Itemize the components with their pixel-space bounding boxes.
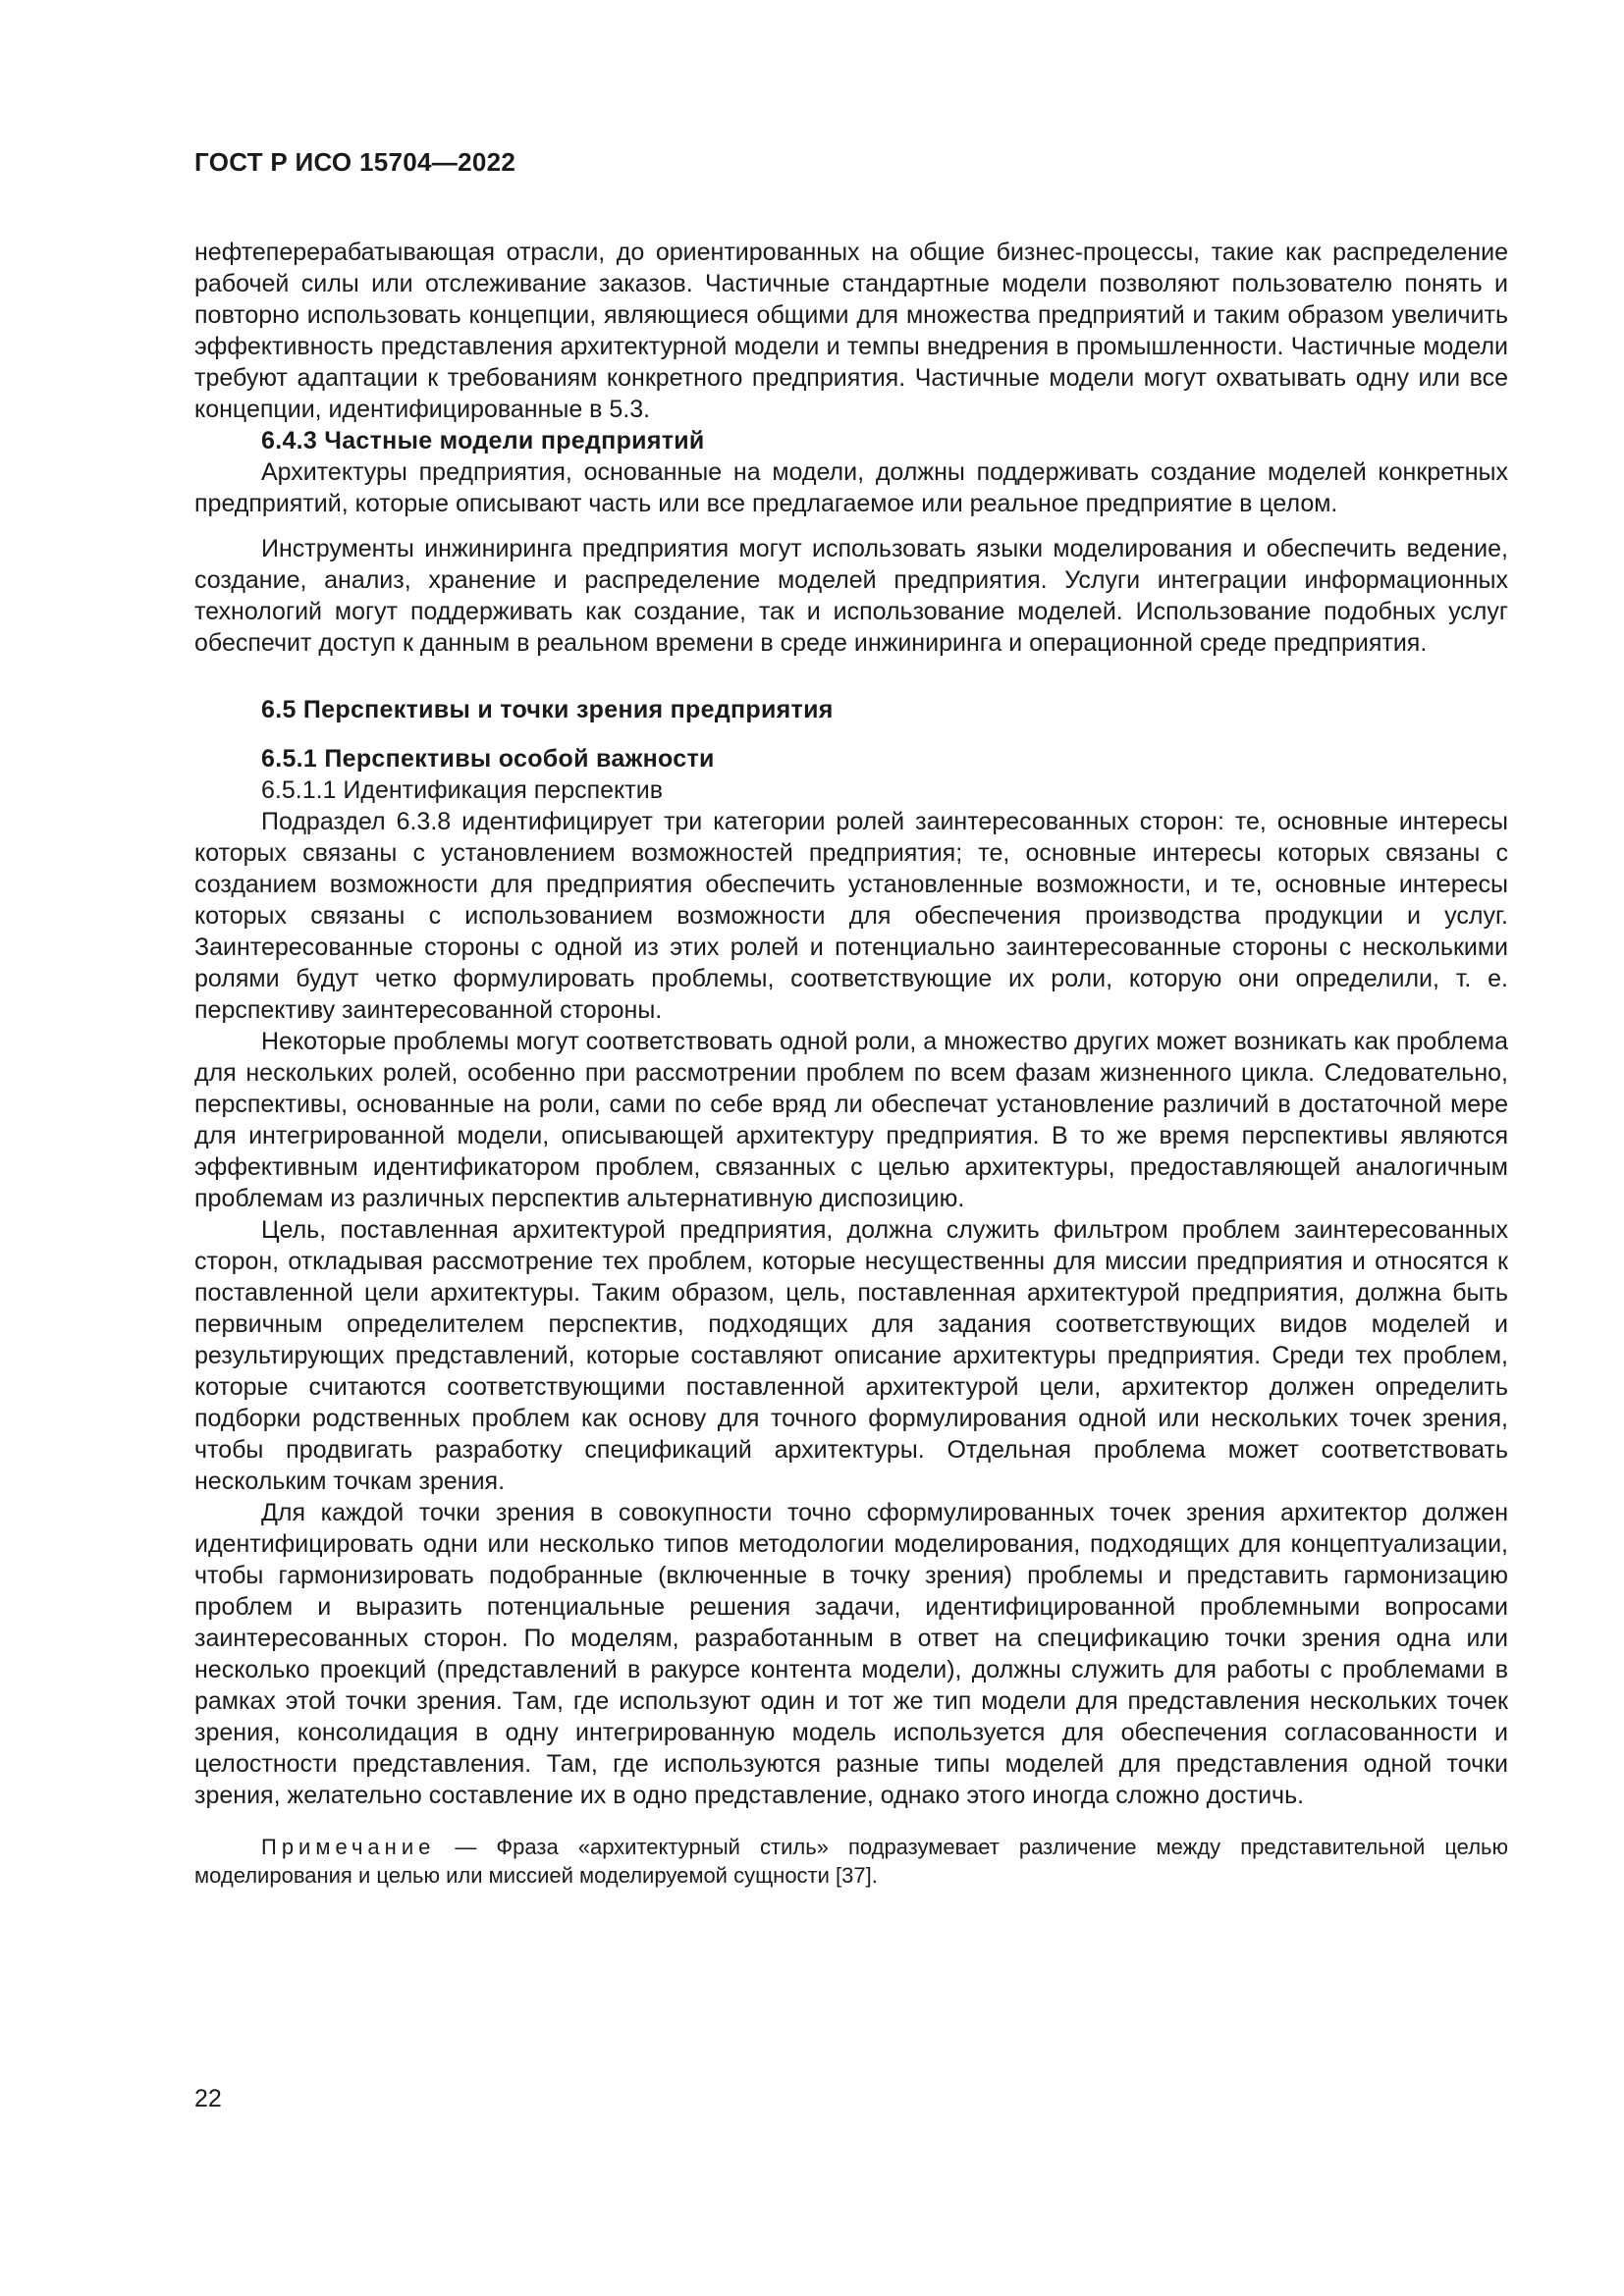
- page-number: 22: [194, 2085, 222, 2112]
- paragraph-6-5-1-1-3: Цель, поставленная архитектурой предприятия, должна служить фильтром проблем заинтересованных сторон, откладывая рассмотрение тех проблем, которые несущественны для миссии предприятия и относятся к поставленной цели архитектуры. Таким образом, цель, поставленная архитектурой предприятия, должна быть первичным определителем перспектив, подходящих для задания соответствующих видов моделей и результирующих представлений, которые составляют описание архитектуры предприятия. Среди тех проблем, которые считаются соответствующими поставленной архитектурой цели, архитектор должен определить подборки родственных проблем как основу для точного формулирования одной или нескольких точек зрения, чтобы продвигать разработку спецификаций архитектуры. Отдельная проблема может соответствовать нескольким точкам зрения.: [194, 1216, 1508, 1495]
- heading-6-5-1-1: 6.5.1.1 Идентификация перспектив: [261, 776, 663, 804]
- note-block: [194, 1833, 1508, 1890]
- heading-6-4-3: 6.4.3 Частные модели предприятий: [261, 427, 705, 454]
- document-header: ГОСТ Р ИСО 15704—2022: [194, 147, 516, 177]
- paragraph-6-5-1-1-2: Некоторые проблемы могут соответствовать одной роли, а множество других может возникать как проблема для нескольких ролей, особенно при рассмотрении проблем по всем фазам жизненного цикла. Следовательно, перспективы, основанные на роли, сами по себе вряд ли обеспечат установление различий в достаточной мере для интегрированной модели, описывающей архитектуру предприятия. В то же время перспективы являются эффективным идентификатором проблем, связанных с целью архитектуры, предоставляющей аналогичным проблемам из различных перспектив альтернативную диспозицию.: [194, 1028, 1508, 1212]
- paragraph-6-4-3-1: Архитектуры предприятия, основанные на модели, должны поддерживать создание моделей конкретных предприятий, которые описывают часть или все предлагаемое или реальное предприятие в целом.: [194, 458, 1508, 517]
- paragraph-intro: нефтеперерабатывающая отрасли, до ориентированных на общие бизнес-процессы, такие как распределение рабочей силы или отслеживание заказов. Частичные стандартные модели позволяют пользователю понять и повторно использовать концепции, являющиеся общими для множества предприятий и таким образом увеличить эффективность представления архитектурной модели и темпы внедрения в промышленности. Частичные модели требуют адаптации к требованиям конкретного предприятия. Частичные модели могут охватывать одну или все концепции, идентифицированные в 5.3.: [194, 239, 1508, 423]
- note-text: — Фраза «архитектурный стиль» подразумевает различение между представительной целью моделирования и целью или миссией моделируемой сущности [37].: [194, 1835, 1508, 1888]
- document-page: [194, 147, 1508, 1911]
- heading-6-5-1: 6.5.1 Перспективы особой важности: [261, 745, 715, 773]
- heading-6-5: 6.5 Перспективы и точки зрения предприятия: [261, 696, 834, 723]
- paragraph-6-4-3-2: Инструменты инжиниринга предприятия могут использовать языки моделирования и обеспечить ведение, создание, анализ, хранение и распределение моделей предприятия. Услуги интеграции информационных технологий могут поддерживать как создание, так и использование моделей. Использование подобных услуг обеспечит доступ к данным в реальном времени в среде инжиниринга и операционной среде предприятия.: [194, 535, 1508, 657]
- paragraph-6-5-1-1-4: Для каждой точки зрения в совокупности точно сформулированных точек зрения архитектор должен идентифицировать одни или несколько типов методологии моделирования, подходящих для концептуализации, чтобы гармонизировать подобранные (включенные в точку зрения) проблемы и представить гармонизацию проблем и выразить потенциальные решения задачи, идентифицированной проблемными вопросами заинтересованных сторон. По моделям, разработанным в ответ на спецификацию точки зрения одна или несколько проекций (представлений в ракурсе контента модели), должны служить для работы с проблемами в рамках этой точки зрения. Там, где используют один и тот же тип модели для представления нескольких точек зрения, консолидация в одну интегрированную модель используется для обеспечения согласованности и целостности представления. Там, где используются разные типы моделей для представления одной точки зрения, желательно составление их в одно представление, однако этого иногда сложно достичь.: [194, 1499, 1508, 1809]
- paragraph-6-5-1-1-1: Подраздел 6.3.8 идентифицирует три категории ролей заинтересованных сторон: те, основные интересы которых связаны с установлением возможностей предприятия; те, основные интересы которых связаны с созданием возможности для предприятия обеспечить установленные возможности, и те, основные интересы которых связаны с использованием возможности для обеспечения производства продукции и услуг. Заинтересованные стороны с одной из этих ролей и потенциально заинтересованные стороны с несколькими ролями будут четко формулировать проблемы, соответствующие их роли, которую они определили, т. е. перспективу заинтересованной стороны.: [194, 808, 1508, 1024]
- document-body: [194, 237, 1508, 1890]
- note-label: Примечание: [261, 1835, 436, 1859]
